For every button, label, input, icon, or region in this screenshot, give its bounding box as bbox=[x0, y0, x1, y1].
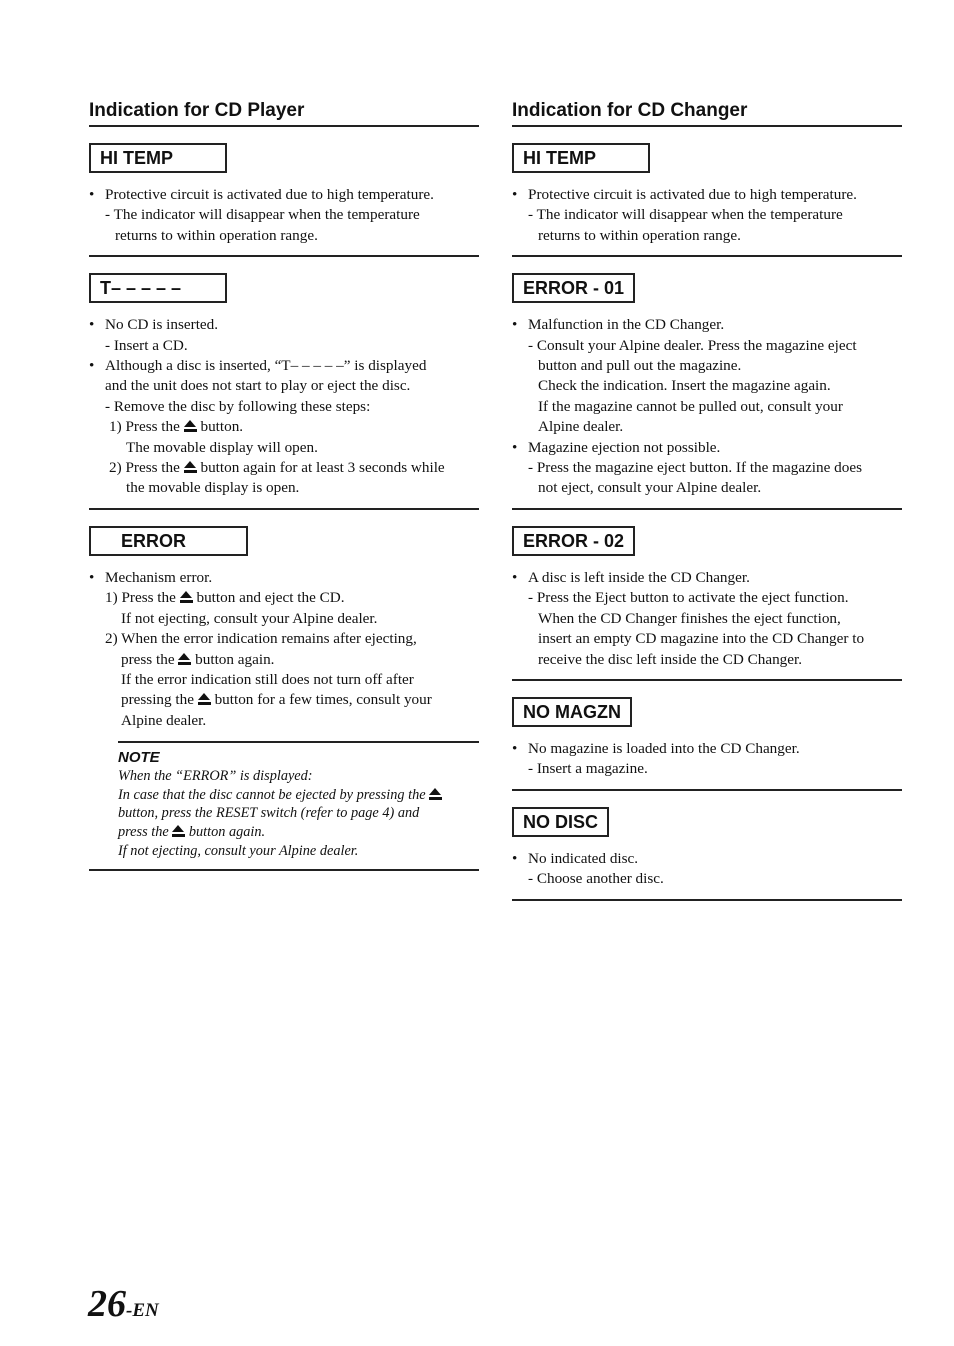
eject-icon bbox=[198, 693, 211, 705]
eject-icon bbox=[184, 461, 197, 473]
section-error-02: ERROR - 02 • A disc is left inside the CD Changer. - Press the Eject button to activate the eject function. When the CD Changer finishes the eject function, insert an empty CD magazine into the CD Changer to receive the disc left inside the CD Changer. bbox=[512, 510, 902, 681]
note-box: NOTE When the “ERROR” is displayed: In case that the disc cannot be ejected by pressing the button, press the RESET switch (refer to page 4) and press the button again. If not ejecting, consult your Alpine dealer. bbox=[118, 741, 479, 860]
indicator-badge: T– – – – – bbox=[89, 273, 227, 303]
section-error: ERROR • Mechanism error. 1) Press the button and eject the CD. If not ejecting, consult your Alpine dealer. 2) When the error indication remains after ejecting, press the button again. If the error indication still does not turn off after pressing the button for a few times, consult your Alpine dealer. NOTE When the “ERROR” is displayed: In case that the disc cannot be ejected by pressing the button, press the RESET switch (refer to page 4) and press the button again. If not ejecting, consult your Alpine dealer. bbox=[89, 510, 479, 871]
note-heading: NOTE bbox=[118, 749, 160, 767]
indicator-badge: ERROR - 01 bbox=[512, 273, 635, 303]
section-no-magzn: NO MAGZN • No magazine is loaded into the CD Changer. - Insert a magazine. bbox=[512, 681, 902, 791]
page-number: 26-EN bbox=[88, 1283, 159, 1325]
section-title-cd-player: Indication for CD Player bbox=[89, 100, 479, 127]
eject-icon bbox=[172, 825, 185, 837]
section-error-01: ERROR - 01 • Malfunction in the CD Changer. - Consult your Alpine dealer. Press the magazine eject button and pull out the magazine. Check the indication. Insert the magazine again. If the magazine cannot be pulled out, consult your Alpine dealer. • Magazine ejection not possible. - Press the magazine eject button. If the magazine does not eject, consult your Alpine dealer. bbox=[512, 257, 902, 510]
section-no-disc: NO DISC • No indicated disc. - Choose another disc. bbox=[512, 791, 902, 901]
eject-icon bbox=[429, 788, 442, 800]
indicator-badge: HI TEMP bbox=[512, 143, 650, 173]
section-hi-temp-player: HI TEMP • Protective circuit is activated due to high temperature. - The indicator will disappear when the temperature returns to within operation range. bbox=[89, 127, 479, 257]
indicator-badge: ERROR - 02 bbox=[512, 526, 635, 556]
indicator-badge: HI TEMP bbox=[89, 143, 227, 173]
eject-icon bbox=[178, 653, 191, 665]
indicator-badge: NO DISC bbox=[512, 807, 609, 837]
indicator-badge: NO MAGZN bbox=[512, 697, 632, 727]
indicator-badge: ERROR bbox=[89, 526, 248, 556]
eject-icon bbox=[180, 591, 193, 603]
section-title-cd-changer: Indication for CD Changer bbox=[512, 100, 902, 127]
cd-changer-column bbox=[512, 100, 902, 901]
section-hi-temp-changer: HI TEMP • Protective circuit is activated due to high temperature. - The indicator will disappear when the temperature returns to within operation range. bbox=[512, 127, 902, 257]
eject-icon bbox=[184, 420, 197, 432]
cd-player-column bbox=[89, 100, 479, 871]
section-t-dash: T– – – – – • No CD is inserted. - Insert a CD. • Although a disc is inserted, “T– – – – –” is displayed and the unit does not start to play or eject the disc. - Remove the disc by following these steps: 1) Press the button. The movable display will open. 2) Press the button again for at least 3 seconds while the movable display is open. bbox=[89, 257, 479, 510]
